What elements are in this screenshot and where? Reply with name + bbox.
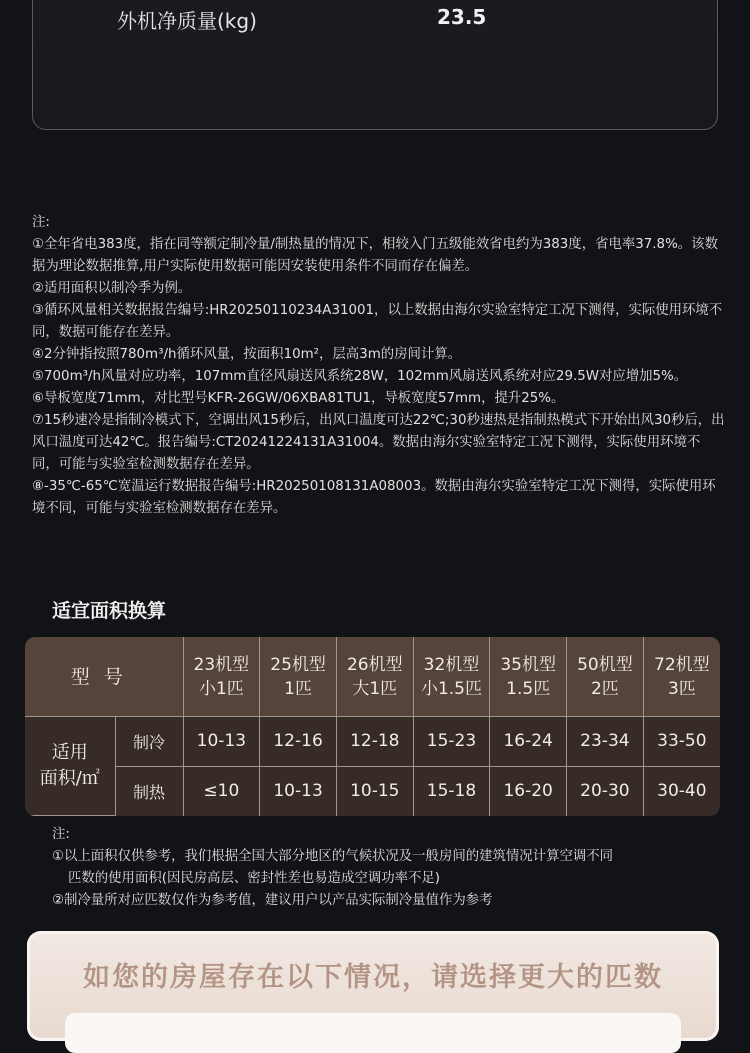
footnote-1: ①全年省电383度，指在同等额定制冷量/制热量的情况下，相较入门五级能效省电约为383度，省电率37.8%。该数据为理论数据推算,用户实际使用数据可能因安装使用条件不同而存在偏差。 [32, 237, 718, 274]
footnote-7: ⑦15秒速冷是指制冷模式下，空调出风15秒后，出风口温度可达22℃;30秒速热是指制热模式下开始出风30秒后，出风口温度可达42℃。报告编号:CT20241224131A31004。数据由海尔实验室特定工况下测得，实际使用环境不同，可能与实验室检测数据存在差异。 [32, 413, 725, 472]
table-cell: ≤10 [183, 766, 260, 815]
advice-banner-text: 如您的房屋存在以下情况，请选择更大的匹数 [83, 962, 663, 993]
table-row-cooling [25, 717, 720, 767]
footnote-2: ②适用面积以制冷季为例。 [32, 281, 192, 296]
model-cell: 50机型 2匹 [567, 637, 644, 717]
footnote-3: ③循环风量相关数据报告编号:HR20250110234A31001，以上数据由海尔实验室特定工况下测得，实际使用环境不同，数据可能存在差异。 [32, 303, 723, 340]
table-cell: 16-24 [490, 717, 567, 767]
area-note-2: ②制冷量所对应匹数仅作为参考值，建议用户以产品实际制冷量值作为参考 [52, 893, 493, 908]
table-header-row [25, 637, 720, 717]
footnote-8: ⑧-35℃-65℃宽温运行数据报告编号:HR20250108131A08003。数据由海尔实验室特定工况下测得，实际使用环境不同，可能与实验室检测数据存在差异。 [32, 479, 716, 516]
model-cell: 26机型 大1匹 [336, 637, 413, 717]
table-cell: 12-18 [336, 717, 413, 767]
spec-value-net-weight: 23.5 [437, 5, 487, 29]
footnotes [32, 212, 726, 520]
footnote-6: ⑥导板宽度71mm，对比型号KFR-26GW/06XBA81TU1，导板宽度57mm，提升25%。 [32, 391, 565, 406]
model-cell: 32机型 小1.5匹 [413, 637, 490, 717]
table-cell: 15-18 [413, 766, 490, 815]
table-cell: 23-34 [567, 717, 644, 767]
footnote-4: ④2分钟指按照780m³/h循环风量，按面积10m²，层高3m的房间计算。 [32, 347, 462, 362]
table-cell: 10-13 [183, 717, 260, 767]
table-cell: 33-50 [643, 717, 720, 767]
area-notes [52, 824, 722, 912]
section-title-area: 适宜面积换算 [52, 600, 167, 622]
advice-banner [27, 931, 719, 1041]
model-cell: 25机型 1匹 [260, 637, 337, 717]
spec-label-net-weight: 外机净质量(kg) [117, 9, 257, 33]
table-cell: 30-40 [657, 781, 707, 802]
model-cell: 72机型 3匹 [643, 637, 720, 717]
table-cell: 10-13 [260, 766, 337, 815]
advice-banner-panel [65, 1013, 681, 1053]
table-row-heating [25, 766, 720, 815]
table-cell: 10-15 [336, 766, 413, 815]
area-table [25, 637, 720, 816]
model-cell: 35机型 1.5匹 [490, 637, 567, 717]
footnote-title: 注: [32, 215, 50, 230]
area-note-1-cont: 匹数的使用面积(因民房高层、密封性差也易造成空调功率不足) [68, 871, 440, 886]
mode-heating: 制热 [115, 766, 183, 815]
model-header: 型号 [25, 637, 183, 717]
area-notes-title: 注: [52, 827, 70, 842]
footnote-5: ⑤700m³/h风量对应功率，107mm直径风扇送风系统28W，102mm风扇送风系统对应29.5W对应增加5%。 [32, 369, 688, 384]
mode-cooling: 制冷 [115, 717, 183, 767]
area-note-1: ①以上面积仅供参考，我们根据全国大部分地区的气候状况及一般房间的建筑情况计算空调不同 [52, 849, 614, 864]
table-cell: 16-20 [490, 766, 567, 815]
table-cell: 12-16 [260, 717, 337, 767]
area-category: 适用 面积/㎡ [25, 717, 115, 816]
spec-card [32, 0, 718, 130]
table-cell: 20-30 [567, 766, 644, 815]
table-cell: 15-23 [413, 717, 490, 767]
model-cell: 23机型 小1匹 [183, 637, 260, 717]
